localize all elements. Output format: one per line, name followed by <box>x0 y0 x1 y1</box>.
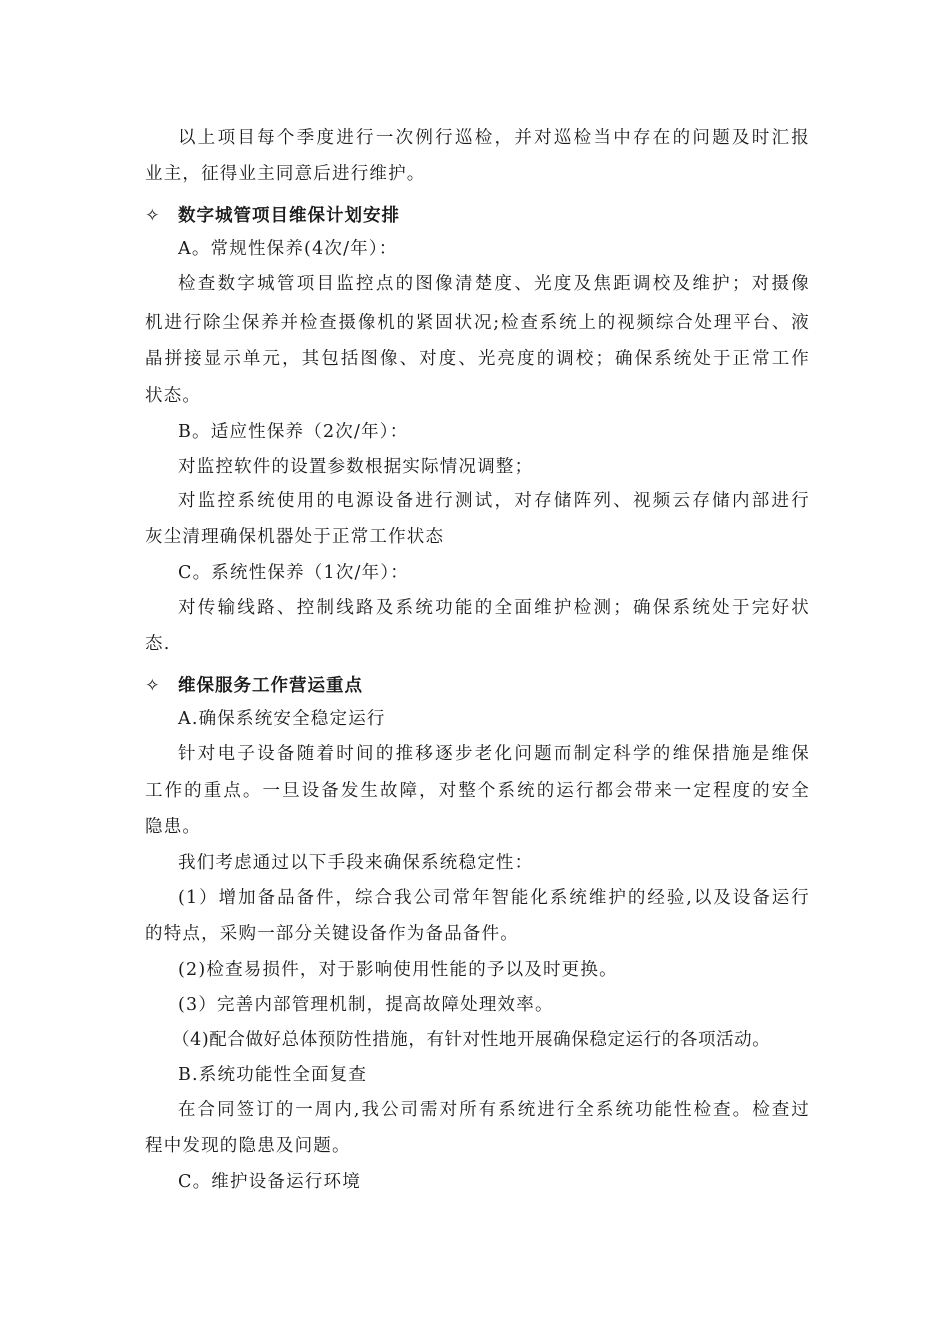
measure-4: （4)配合做好总体预防性措施，有针对性地开展确保稳定运行的各项活动。 <box>172 1030 771 1050</box>
plan-a-line-1: 检查数字城管项目监控点的图像清楚度、光度及焦距调校及维护；对摄像 <box>178 274 810 294</box>
focus-b-line-2: 程中发现的隐患及问题。 <box>145 1136 351 1156</box>
measure-1-line-2: 的特点，采购一部分关键设备作为备品备件。 <box>145 924 519 944</box>
plan-b-label: B。适应性保养（2次/年）： <box>178 422 409 442</box>
focus-a-line-4: 我们考虑通过以下手段来确保系统稳定性： <box>178 853 534 873</box>
measure-1-line-1: (1）增加备品备件，综合我公司常年智能化系统维护的经验,以及设备运行 <box>178 888 810 908</box>
measure-2: (2)检查易损件，对于影响使用性能的予以及时更换。 <box>178 960 618 980</box>
intro-line-1: 以上项目每个季度进行一次例行巡检，并对巡检当中存在的问题及时汇报 <box>178 128 810 148</box>
diamond-bullet-icon: ✧ <box>145 206 161 226</box>
plan-a-line-3: 晶拼接显示单元，其包括图像、对度、光亮度的调校；确保系统处于正常工作 <box>145 349 810 369</box>
plan-c-line-1: 对传输线路、控制线路及系统功能的全面维护检测；确保系统处于完好状 <box>178 598 810 618</box>
plan-a-line-4: 状态。 <box>145 386 202 406</box>
measure-3: (3）完善内部管理机制，提高故障处理效率。 <box>178 995 554 1015</box>
focus-b-label: B.系统功能性全面复查 <box>178 1065 368 1085</box>
plan-b-line-2: 对监控系统使用的电源设备进行测试，对存储阵列、视频云存储内部进行 <box>178 491 810 511</box>
focus-b-line-1: 在合同签订的一周内,我公司需对所有系统进行全系统功能性检查。检查过 <box>178 1100 810 1120</box>
intro-line-2: 业主，征得业主同意后进行维护。 <box>145 164 426 184</box>
plan-c-line-2: 态. <box>145 634 171 654</box>
diamond-bullet-icon: ✧ <box>145 676 161 696</box>
plan-a-line-2: 机进行除尘保养并检查摄像机的紧固状况;检查系统上的视频综合处理平台、液 <box>145 313 810 333</box>
section-title: 数字城管项目维保计划安排 <box>178 206 400 226</box>
focus-a-label: A.确保系统安全稳定运行 <box>178 709 386 729</box>
plan-c-label: C。系统性保养（1次/年）： <box>178 563 409 583</box>
section-title: 维保服务工作营运重点 <box>178 676 363 696</box>
section-heading-operation-focus <box>145 674 363 698</box>
focus-c-label: C。维护设备运行环境 <box>178 1172 361 1192</box>
plan-a-label: A。常规性保养(4次/年）： <box>178 239 398 259</box>
focus-a-line-3: 隐患。 <box>145 817 202 837</box>
plan-b-line-1: 对监控软件的设置参数根据实际情况调整； <box>178 457 534 477</box>
focus-a-line-1: 针对电子设备随着时间的推移逐步老化问题而制定科学的维保措施是维保 <box>178 744 810 764</box>
focus-a-line-2: 工作的重点。一旦设备发生故障，对整个系统的运行都会带来一定程度的安全 <box>145 781 810 801</box>
section-heading-maintenance-plan <box>145 204 400 228</box>
plan-b-line-3: 灰尘清理确保机器处于正常工作状态 <box>145 527 445 547</box>
